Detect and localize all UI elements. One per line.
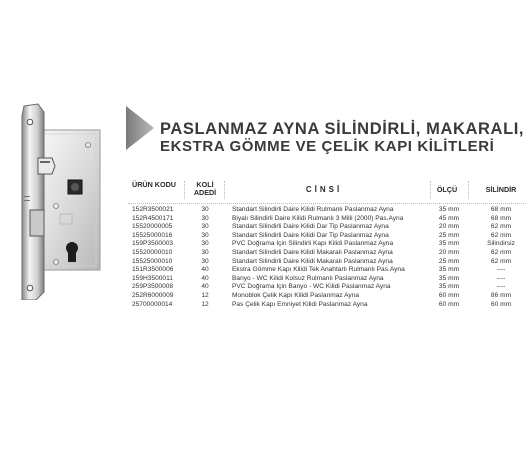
table-row [128,232,526,241]
cell-name: Standart Silindirli Daire Kilidi Makaralı Paslanmaz Ayna [232,248,393,256]
cell-code: 252R6000009 [132,291,174,299]
table-row [128,240,526,249]
cell-size: 35 mm [438,274,460,282]
page-title-line-2: EKSTRA GÖMME VE ÇELİK KAPI KİLİTLERİ [160,138,495,155]
cell-cylinder: Silindirsiz [487,240,515,248]
cell-cylinder: 68 mm [490,206,512,213]
cell-cylinder: 62 mm [490,257,512,265]
cell-qty: 30 [201,214,209,222]
cell-qty: 12 [201,300,209,308]
cell-name: Biyalı Silindirli Daire Kilidi Rulmanlı 3 Milli (2000) Pas.Ayna [232,214,404,222]
cell-code: 259P3500008 [132,283,174,291]
cell-size: 35 mm [438,283,460,291]
cell-size: 25 mm [438,257,460,265]
header-name: CİNSİ [305,185,343,194]
cell-name: Pas Çelik Kapı Emniyet Kilidi Paslanmaz Ayna [232,300,368,308]
cell-size: 35 mm [438,266,460,274]
table-row [128,223,526,232]
cell-cylinder: 62 mm [490,248,512,256]
cell-code: 15525000010 [132,257,173,265]
table-row [128,292,526,301]
cell-code: 15520000005 [132,223,173,231]
table-row [128,301,526,310]
cell-cylinder: 62 mm [490,231,512,239]
cell-code: 25700000014 [132,300,173,308]
page-title-line-1: PASLANMAZ AYNA SİLİNDİRLİ, MAKARALI, [160,120,525,138]
cell-name: Banyo - WC Kilidi Kolsuz Rulmanlı Paslanmaz Ayna [232,274,384,282]
cell-name: Standart Silindirli Daire Kilidi Makaralı Paslanmaz Ayna [232,257,393,265]
cell-size: 60 mm [438,291,460,299]
header-size: ÖLÇÜ [436,185,458,194]
cell-size: 25 mm [438,231,460,239]
cell-code: 159H3500011 [132,274,173,282]
mortise-lock-image [0,0,125,300]
cell-code: 15525000016 [132,231,173,239]
table-row [128,249,526,258]
cell-name: Standart Silindirli Daire Kilidi Dar Tip Paslanmaz Ayna [232,231,389,239]
cell-name: Standart Silindirli Daire Kilidi Rulmanlı Paslanmaz Ayna [232,206,394,213]
cell-size: 35 mm [438,206,460,213]
table-header [128,179,526,204]
cell-code: 152R4500171 [132,214,174,222]
table-row [128,206,526,215]
cell-name: PVC Doğrama İçin Silindirli Kapı Kilidi Paslanmaz Ayna [232,240,394,248]
header-code: ÜRÜN KODU [132,180,176,189]
cell-name: PVC Doğrama İçin Banyo - WC Kilidi Paslanmaz Ayna [232,283,391,291]
table-row [128,258,526,267]
cell-size: 35 mm [438,240,460,248]
cell-size: 20 mm [438,248,460,256]
cell-qty: 30 [201,240,209,248]
table-row [128,215,526,224]
cell-qty: 12 [201,291,209,299]
cell-code: 15520000010 [132,248,173,256]
cell-cylinder: ---- [496,274,506,282]
cell-cylinder: 86 mm [490,291,512,299]
cell-qty: 30 [201,248,209,256]
table-row [128,266,526,275]
cell-qty: 30 [201,257,209,265]
header-qty: KOLİ ADEDİ [193,180,217,197]
cell-cylinder: ---- [496,283,506,291]
cell-name: Monoblok Çelik Kapı Kilidi Paslanmaz Ayna [232,291,360,299]
cell-code: 159P3500003 [132,240,174,248]
cell-code: 152R3500021 [132,206,174,213]
cell-qty: 40 [201,283,209,291]
cell-code: 151R3500006 [132,266,174,274]
table-body [128,206,526,309]
cell-size: 45 mm [438,214,460,222]
cell-cylinder: 60 mm [490,300,512,308]
table-row [128,275,526,284]
cell-qty: 30 [201,223,209,231]
header-cylinder: SİLİNDİR [485,185,517,194]
cell-qty: 40 [201,266,209,274]
cell-cylinder: ---- [496,266,506,274]
cell-qty: 30 [201,231,209,239]
table-row [128,283,526,292]
cell-name: Standart Silindirli Daire Kilidi Dar Tip Paslanmaz Ayna [232,223,389,231]
product-table [128,179,526,309]
cell-size: 20 mm [438,223,460,231]
cell-cylinder: 68 mm [490,214,512,222]
cell-size: 60 mm [438,300,460,308]
title-arrow-icon [124,104,156,152]
cell-name: Ekstra Gömme Kapı Kilidi Tek Anahtarlı Rulmanlı Pas.Ayna [232,266,405,274]
cell-cylinder: 62 mm [490,223,512,231]
cell-qty: 40 [201,274,209,282]
cell-qty: 30 [201,206,209,213]
